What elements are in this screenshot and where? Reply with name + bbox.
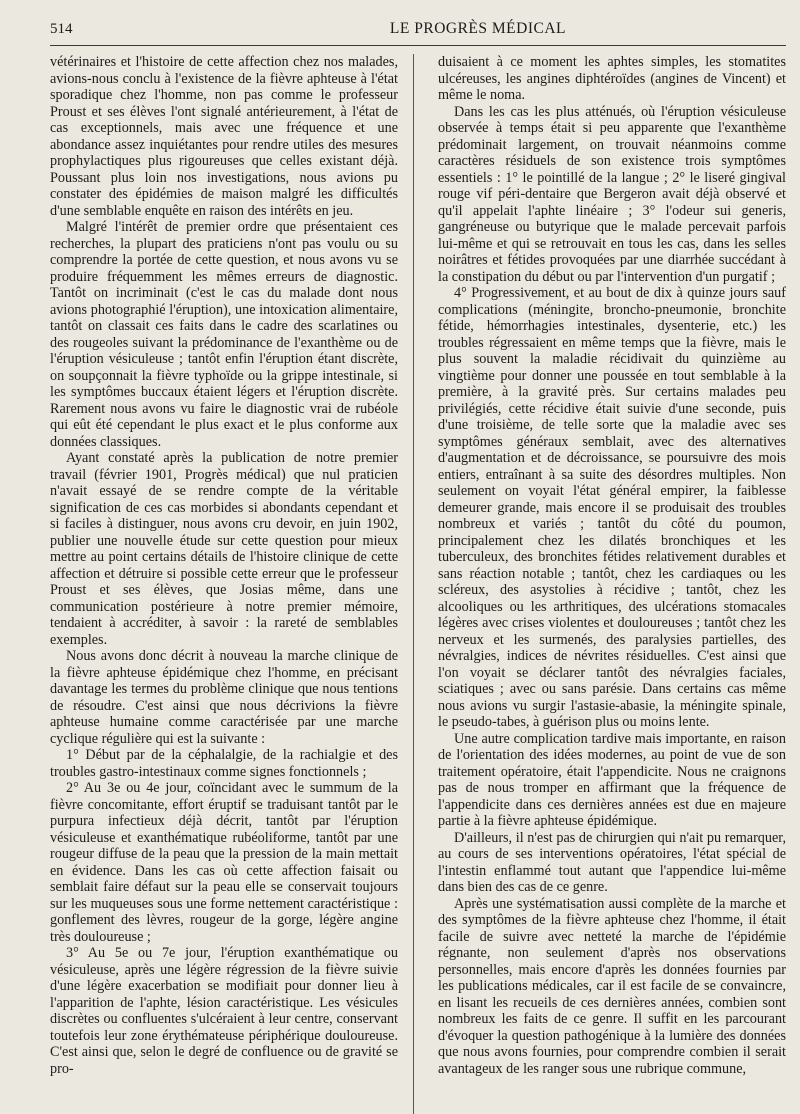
paragraph: vétérinaires et l'histoire de cette affection chez nos malades, avions-nous conclu à l'existence de la fièvre aphteuse à l'état sporadique chez l'homme, non pas comme le professeur Proust et ses élèves l'ont signalé antérieurement, à l'état de cas exceptionnels, mais avec une fréquence et une abondance assez inquiétantes pour rendre utiles des mesures prophylactiques plus rigoureuses que celles existant déjà. Poussant plus loin nos investigations, nous avions pu constater des épidémies de maison malgré les difficultés d'une semblable enquête en raison des intérêts en jeu.	[50, 54, 398, 219]
paragraph: Nous avons donc décrit à nouveau la marche clinique de la fièvre aphteuse épidémique chez l'homme, en précisant davantage les termes du problème clinique que nous tentions de résoudre. C'est ainsi que nous décrivions la fièvre aphteuse humaine comme caractérisée par une marche cyclique régulière qui est la suivante :	[50, 648, 398, 747]
paragraph: Ayant constaté après la publication de notre premier travail (février 1901, Progrès médical) que nul praticien n'avait essayé de se rendre compte de la véritable signification de ces cas morbides si abondants cependant et si faciles à distinguer, nous avons cru devoir, en juin 1902, publier une nouvelle étude sur cette question pour mieux mettre au point certains détails de l'histoire clinique de cette affection et détruire si possible cette erreur que le professeur Proust et ses élèves, que Josias même, dans une communication postérieure à notre premier mémoire, tendaient à accréditer, à savoir : la rareté de semblables exemples.	[50, 450, 398, 648]
text-columns	[50, 54, 786, 1077]
numbered-paragraph: 3° Au 5e ou 7e jour, l'éruption exanthématique ou vésiculeuse, après une légère régression de la fièvre suivie d'une légère exacerbation se modifiait pour donner lieu à l'apparition de l'aphte, lésion caractéristique. Les vésicules discrètes ou confluentes s'ulcéraient à leur centre, conservant toutefois leur zone érythémateuse périphérique douloureuse. C'est ainsi que, selon le degré de confluence ou de gravité se pro-	[50, 945, 398, 1077]
right-column	[438, 54, 786, 1077]
paragraph: Une autre complication tardive mais importante, en raison de l'orientation des idées modernes, au point de vue de son traitement opératoire, était l'appendicite. Nous ne craignons pas de nous tromper en affirmant que la fréquence de l'appendicite dans ces dernières années est due en majeure partie à la fièvre aphteuse épidémique.	[438, 730, 786, 829]
paragraph: Après une systématisation aussi complète de la marche et des symptômes de la fièvre aphteuse chez l'homme, il était facile de suivre avec netteté la marche de l'épidémie régnante, non seulement d'après nos observations personnelles, mais encore d'après les données fournies par les publications médicales, car il est facile de se convaincre, en lisant les recueils de ces dernières années, combien sont nombreux les faits de ce genre. Il suffit en les parcourant d'évoquer la question pathogénique à la lumière des données que nous avons fournies, pour comprendre combien il serait avantageux de les ranger sous une rubrique commune,	[438, 895, 786, 1077]
paragraph: D'ailleurs, il n'est pas de chirurgien qui n'ait pu remarquer, au cours de ses interventions opératoires, l'état spécial de l'intestin enflammé tout autant que l'appendice lui-même dans bien des cas de ce genre.	[438, 829, 786, 895]
paragraph: Malgré l'intérêt de premier ordre que présentaient ces recherches, la plupart des praticiens n'ont pas voulu ou su comprendre la portée de cette question, et nous avons vu se produire fréquemment les mêmes erreurs de diagnostic. Tantôt on incriminait (c'est le cas du malade dont nous avions photographié l'éruption), une intoxication alimentaire, tantôt on classait ces faits dans le cadre des scarlatines ou des rougeoles suivant la prédominance de l'exanthème ou de l'éruption vésiculeuse ; tantôt enfin l'éruption étant discrète, on soupçonnait la fièvre typhoïde ou la grippe intestinale, si les symptômes buccaux étaient légers et l'éruption discrète. Rarement nous avons vu faire le diagnostic vrai de rubéole qui eût été cependant le plus exact et le plus conforme aux données classiques.	[50, 219, 398, 450]
numbered-paragraph: 1° Début par de la céphalalgie, de la rachialgie et des troubles gastro-intestinaux comme signes fonctionnels ;	[50, 747, 398, 780]
page-header	[50, 20, 786, 42]
header-rule	[50, 45, 786, 46]
running-title: LE PROGRÈS MÉDICAL	[389, 20, 566, 37]
numbered-paragraph: 2° Au 3e ou 4e jour, coïncidant avec le summum de la fièvre concomitante, effort éruptif se traduisant tantôt par le purpura infectieux déjà décrit, tantôt par l'éruption vésiculeuse et exanthématique rubéoliforme, tantôt par une rougeur diffuse de la peau que la pression de la main mettait en évidence. Dans les cas où cette affection faisait ou semblait faire défaut sur la peau elle se conservait toujours sur les muqueuses sous une forme nettement caractéristique : gonflement des lèvres, rougeur de la gorge, légère angine très douloureuse ;	[50, 780, 398, 945]
page-number: 514	[50, 21, 73, 37]
left-column	[50, 54, 398, 1077]
paragraph: duisaient à ce moment les aphtes simples, les stomatites ulcéreuses, les angines diphtéroïdes (angines de Vincent) et même le noma.	[438, 54, 786, 103]
paragraph: Dans les cas les plus atténués, où l'éruption vésiculeuse observée à temps était si peu apparente que l'exanthème prédominait largement, on trouvait néanmoins comme caractères résiduels de son existence trois symptômes essentiels : 1° le pointillé de la langue ; 2° le liseré gingival rouge vif péri-dentaire que Bergeron avait déjà observé et qu'il appelait l'aphte linéaire ; 3° l'odeur sui generis, gangréneuse ou butyrique que le malade percevait parfois lui-même et qui se retrouvait en tous les cas, dans les selles noirâtres et fétides provoquées par une diarrhée succédant à la constipation du début ou par l'intervention d'un purgatif ;	[438, 103, 786, 285]
numbered-paragraph: 4° Progressivement, et au bout de dix à quinze jours sauf complications (méningite, broncho-pneumonie, bronchite fétide, hémorrhagies intestinales, dysenterie, etc.) les troubles régressaient en même temps que la fièvre, mais le plus souvent la maladie récidivait du quinzième au vingtième pour donner une poussée en tout semblable à la première, à la gravité près. Sur certains malades peu privilégiés, cette récidive était suivie d'une seconde, puis d'une troisième, de telle sorte que la maladie avec ses symptômes généraux semblait, avec des alternatives d'augmentation et de décroissance, se poursuivre des mois entiers, entraînant à sa suite des désordres multiples. Non seulement on voyait l'état général empirer, la faiblesse demeurer grande, mais encore il se produisait des troubles nombreux et variés ; tantôt du côté du poumon, principalement chez les dilatés bronchiques et les tuberculeux, des bronchites fétides relativement durables et sans réaction notable ; tantôt, chez les cardiaques ou les scléreux, des asystolies à récidive ; tantôt, chez les alcooliques ou les arthritiques, des ulcérations stomacales légères avec crises violentes et douloureuses ; tantôt chez les nerveux et les surmenés, des paralysies partielles, des névralgies, indices de névrites résiduelles. C'est ainsi que l'on voyait se déclarer tantôt des névralgies faciales, sciatiques ; avec ou sans parésie. Dans certains cas même nous avions vu surgir l'astasie-abasie, la méningite spinale, le pseudo-tabes, à guérison plus ou moins lente.	[438, 285, 786, 730]
